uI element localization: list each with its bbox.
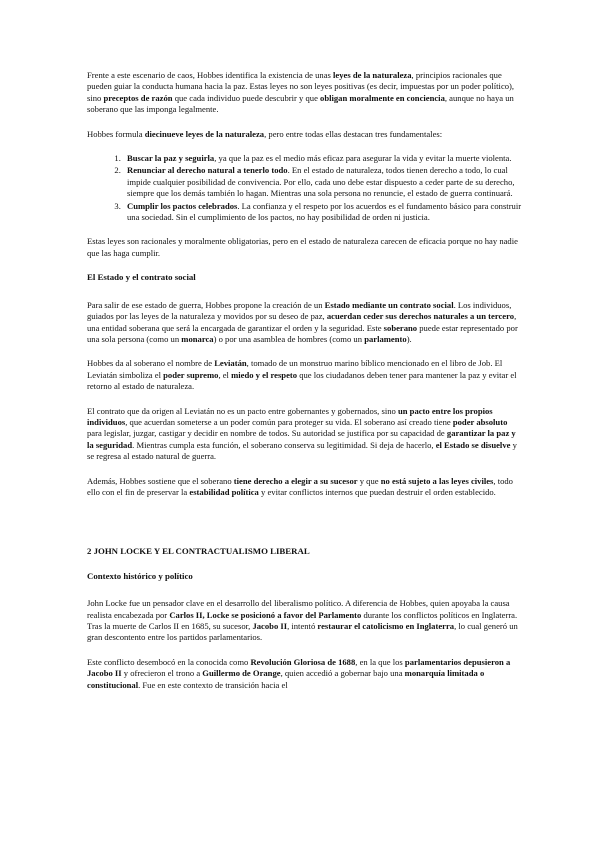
text: , ya que la paz es el medio más eficaz para asegurar la vida y evitar la muerte violenta. [214, 153, 512, 164]
bold-text: poder absoluto [452, 416, 508, 427]
text: . Los individuos, guiados por las leyes de la naturaleza y movidos por su deseo de paz, [87, 299, 512, 322]
bold-text: estabilidad política [189, 486, 259, 497]
bold-text: Carlos II, Locke se posicionó a favor del Parlamento [169, 609, 362, 620]
text: El contrato que da origen al Leviatán no es un pacto entre gobernantes y gobernados, sino [87, 405, 398, 416]
paragraph-leyes-naturaleza [87, 70, 523, 116]
text: Además, Hobbes sostiene que el soberano [87, 475, 234, 486]
bold-text: poder supremo [163, 369, 219, 380]
text: Este conflicto desembocó en la conocida como [87, 656, 251, 667]
text: , lo cual generó un gran descontento entre los partidos parlamentarios. [87, 621, 518, 643]
text: Hobbes da al soberano el nombre de [87, 358, 215, 369]
text: . Fue en este contexto de transición hacia el [138, 679, 288, 690]
bold-text: un pacto entre los propios individuos [87, 405, 493, 427]
text: puede estar representado por una sola persona (como un [87, 322, 518, 344]
bold-text: el Estado se disuelve [435, 439, 511, 450]
text: Hobbes formula [87, 128, 145, 139]
paragraph-revolucion-gloriosa [87, 657, 523, 691]
text: ). [406, 333, 412, 344]
text: , aunque no haya un soberano que las imponga legalmente. [87, 92, 514, 115]
paragraph-leviatan [87, 358, 523, 392]
text: , quien accedió a gobernar bajo una [280, 668, 405, 679]
list-item [123, 201, 523, 224]
bold-text: acuerdan ceder sus derechos naturales a un tercero [326, 311, 515, 322]
text: , que acuerdan someterse a un poder común para proteger su vida. El soberano así creado tiene [125, 416, 453, 427]
paragraph-sucesor [87, 476, 523, 499]
bold-text: garantizar la paz y la seguridad [87, 428, 516, 450]
text: durante los conflictos políticos en Inglaterra. Tras la muerte de Carlos II en 1685, su sucesor, [87, 609, 518, 631]
paragraph-contrato-social [87, 300, 523, 346]
bold-text: Revolución Gloriosa de 1688 [250, 656, 356, 667]
text: John Locke fue un pensador clave en el desarrollo del liberalismo político. A diferencia de Hobbes, quien apoyaba la causa realista encabezada por [87, 598, 510, 620]
text: , una entidad soberana que será la encargada de garantizar el orden y la seguridad. Este [87, 311, 517, 333]
paragraph-locke [87, 598, 523, 644]
bold-text: Buscar la paz y seguirla [127, 153, 215, 164]
bold-text: no está sujeto a las leyes civiles [380, 475, 494, 486]
bold-text: Estado mediante un contrato social [324, 299, 454, 310]
bold-text: parlamento [364, 333, 407, 344]
bold-text: preceptos de razón [103, 92, 173, 103]
text: y se regresa al estado natural de guerra. [87, 439, 517, 462]
bold-text: restaurar el catolicismo en Inglaterra [317, 621, 455, 631]
bold-text: monarca [181, 333, 214, 344]
paragraph-diecinueve-leyes [87, 129, 523, 140]
bold-text: miedo y el respeto [231, 369, 298, 380]
text: Para salir de ese estado de guerra, Hobbes propone la creación de un [87, 299, 325, 310]
bold-text: leyes de la naturaleza [333, 70, 412, 80]
bold-text: Guillermo de Orange [202, 668, 281, 679]
list-item [123, 153, 523, 164]
laws-list [87, 153, 523, 223]
text: , pero entre todas ellas destacan tres fundamentales: [264, 128, 443, 139]
text: . En el estado de naturaleza, todos tienen derecho a todo, lo cual impide cualquier posibilidad de convivencia. Por ello, cada uno debe estar dispuesto a ceder parte de su derecho, siempre que los demás también lo hagan. Mientras una sola persona no renuncie, el estado de guerra continuará. [127, 165, 515, 199]
section-heading-estado: El Estado y el contrato social [87, 272, 196, 283]
text: Frente a este escenario de caos, Hobbes identifica la existencia de unas [87, 70, 334, 80]
text: , en la que los [355, 656, 405, 667]
bold-text: Cumplir los pactos celebrados [127, 200, 238, 211]
text: que los ciudadanos deben tener para mantener la paz y evitar el retorno al estado de naturaleza. [87, 369, 517, 392]
text: ) o por una asamblea de hombres (como un [213, 333, 365, 344]
text: . La confianza y el respeto por los acuerdos es el fundamento básico para construir una sociedad. Sin el cumplimiento de los pactos, no hay posibilidad de orden ni justicia. [127, 200, 522, 223]
text: y ofrecieron el trono a [121, 668, 203, 679]
text: y que [357, 475, 381, 486]
text: para legislar, juzgar, castigar y decidir en nombre de todos. Su autoridad se justifica por su capacidad de [87, 428, 447, 439]
bold-text: monarquía limitada o constitucional [87, 668, 485, 690]
bold-text: parlamentarios depusieron a Jacobo II [87, 656, 511, 679]
text: , intentó [287, 621, 318, 631]
section-heading-contexto: Contexto histórico y político [87, 570, 193, 581]
bold-text: obligan moralmente en conciencia [320, 92, 445, 103]
paragraph-pacto [87, 406, 523, 463]
bold-text: Renunciar al derecho natural a tenerlo todo [127, 165, 288, 176]
text: que cada individuo puede descubrir y que [172, 92, 321, 103]
text: , todo ello con el fin de preservar la [87, 475, 513, 497]
bold-text: soberano [383, 322, 418, 333]
text: , tomado de un monstruo marino bíblico mencionado en el libro de Job. El Leviatán simboliza el [87, 358, 503, 380]
text: , principios racionales que pueden guiar la conducta humana hacia la paz. Estas leyes no son leyes positivas (es decir, impuestas por un poder político), sino [87, 70, 515, 103]
text: . Mientras cumpla esta función, el soberano conserva su legitimidad. Si deja de hacerlo, [132, 439, 436, 450]
bold-text: tiene derecho a elegir a su sucesor [233, 475, 358, 486]
bold-text: diecinueve leyes de la naturaleza [144, 128, 265, 139]
paragraph-eficacia: Estas leyes son racionales y moralmente obligatorias, pero en el estado de naturaleza carecen de eficacia porque no hay nadie que las haga cumplir. [87, 236, 518, 258]
text: , el [218, 369, 232, 380]
bold-text: Leviatán [214, 358, 247, 369]
bold-text: Jacobo II [252, 621, 288, 631]
list-item [123, 165, 523, 199]
chapter-heading-locke: 2 JOHN LOCKE Y EL CONTRACTUALISMO LIBERAL [87, 546, 310, 557]
text: y evitar conflictos internos que puedan destruir el orden establecido. [258, 486, 496, 497]
